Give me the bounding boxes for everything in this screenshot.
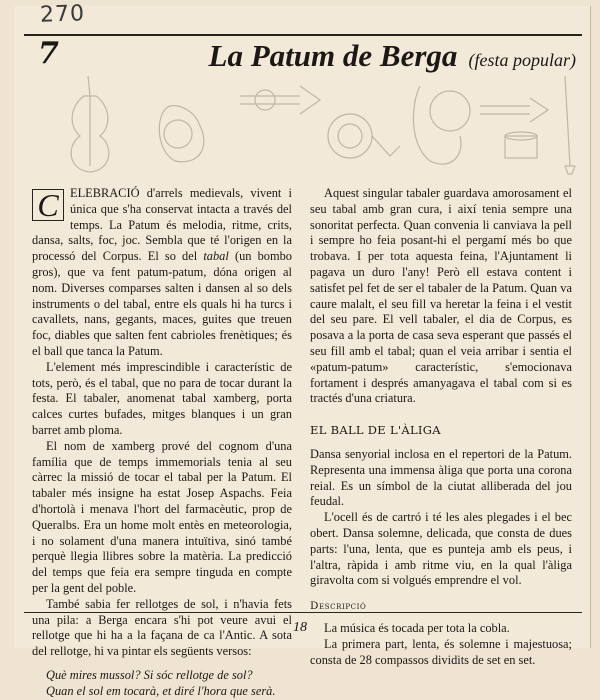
paragraph-intro-text-b: (un bombo gros), que va fent patum-patum, dóna origen al nom. Diverses comparses salten i dansen al so dels instruments o del tabal, entre els quals hi ha turcs i cavallets, nans, gegants, maces, guites que treuen foc, diables que salten fent cabrioles frenètiques; és el ball que tanca la Patum. — [32, 249, 293, 358]
paragraph-aliga-intro: Dansa senyorial inclosa en el repertori de la Patum. Representa una immensa àliga que porta una corona reial. Es un símbol de la ciutat alliberada del jou feudal. — [310, 446, 572, 509]
trumpet-2-icon — [480, 98, 548, 122]
drum-icon — [505, 132, 537, 158]
handwritten-page-note: 270 — [39, 1, 86, 28]
page-number: 18 — [293, 620, 307, 635]
sousaphone-icon — [413, 86, 470, 164]
page-title: La Patum de Berga — [208, 38, 458, 73]
section-heading-aliga: EL BALL DE L'ÀLIGA — [310, 423, 441, 438]
oboe-icon — [565, 76, 575, 174]
trumpet-icon — [240, 86, 320, 114]
paragraph-drummer: Aquest singular tabaler guardava amorosament el seu tabal amb gran cura, i així tenia sempre una sonoritat perfecta. Quan convenia li canviava la pell i sempre ho feia posant-hi el pergamí més bo que trobava. I per tota aquesta feina, l'Ajuntament li pagava un duro l'any! Però ell estava content i satisfet pel fet de ser el tabaler de la Patum. Quan va caure malalt, el seu fill va heretar la feina i el vestit del seu pare. El vell tabaler, el dia de Corpus, es posava a la porta de casa seva esperant que passés el seu fill amb el tabal; quan el veia arribar i sentia el «patum-patum» característic, s'emocionava fortament i després amanyagava el tabal com si es tractés d'una criatura. — [310, 186, 572, 406]
verse-line-1: Què mires mussol? Si sóc rellotge de sol? — [46, 667, 253, 682]
paragraph-lead-word: ELEBRACIÓ — [70, 186, 140, 200]
horn-icon — [328, 114, 400, 158]
paragraph-music: La música és tocada per tota la cobla. — [324, 620, 510, 635]
paragraph-first-part: La primera part, lenta, és solemne i majestuosa; consta de 28 compassos dividits de set en set. — [310, 636, 572, 667]
paragraph-intro-text-a: d'arrels medievals, vivent i única que s'ha conservat intacta a través del temps. La Patum és melodia, ritme, crits, dansa, salts, foc, joc. Sembla que té l'origen en la processó del Corpus. El so del — [32, 186, 292, 264]
instruments-illustration — [60, 66, 580, 176]
section-heading-descripcio: Descripció — [310, 600, 367, 613]
tuba-icon — [159, 106, 204, 162]
paragraph-aliga-bird: L'ocell és de cartró i té les ales plegades i el bec obert. Dansa solemne, delicada, que consta de dues parts: l'una, lenta, que es punteja amb els peus, i l'altra, ràpida i amb ritme viu, en la qual l'àliga giravolta com si volgués emprendre el vol. — [310, 510, 572, 588]
dropcap-letter: C — [32, 189, 64, 221]
paragraph-intro-italic: tabal — [203, 249, 229, 264]
verse-block — [46, 668, 292, 700]
verse-line-2: Quan el sol em tocarà, et diré l'hora que serà. — [46, 683, 276, 698]
double-bass-icon — [71, 76, 109, 172]
footer-rule — [24, 612, 582, 613]
header-rule — [24, 34, 582, 36]
chapter-number: 7 — [38, 36, 59, 71]
paragraph-sundials: També sabia fer rellotges de sol, i n'havia fets una pila: a Berga encara s'hi pot veure avui el rellotge que hi ha a la façana de ca l'Antic. A sota del rellotge, hi va pintar els següents versos: — [32, 596, 292, 659]
paragraph-tabaler: L'element més imprescindible i característic de tots, però, és el tabal, que no para de tocar durant la festa. El tabaler, anomenat tabal xamberg, porta calces curtes bufades, mitges blanques i un gran barret amb ploma. — [32, 359, 292, 437]
page-subtitle: (festa popular) — [468, 50, 576, 70]
paragraph-xamberg: El nom de xamberg prové del cognom d'una família que de temps immemorials tenia al seu càrrec la missió de tocar el tabal per la Patum. El tabaler més insigne ha estat Josep Aspachs. Feia d'hortolà i menava l'hort del farmacèutic, prop de Queralbs. Era un home molt entès en meteorologia, i no solament d'una manera intuïtiva, sinó també perquè llegia llibres sobre la matèria. La predicció del temps que feia era sempre tinguda en compte per la gent del poble. — [32, 438, 292, 595]
paragraph-intro — [32, 186, 292, 360]
right-column — [310, 186, 572, 668]
